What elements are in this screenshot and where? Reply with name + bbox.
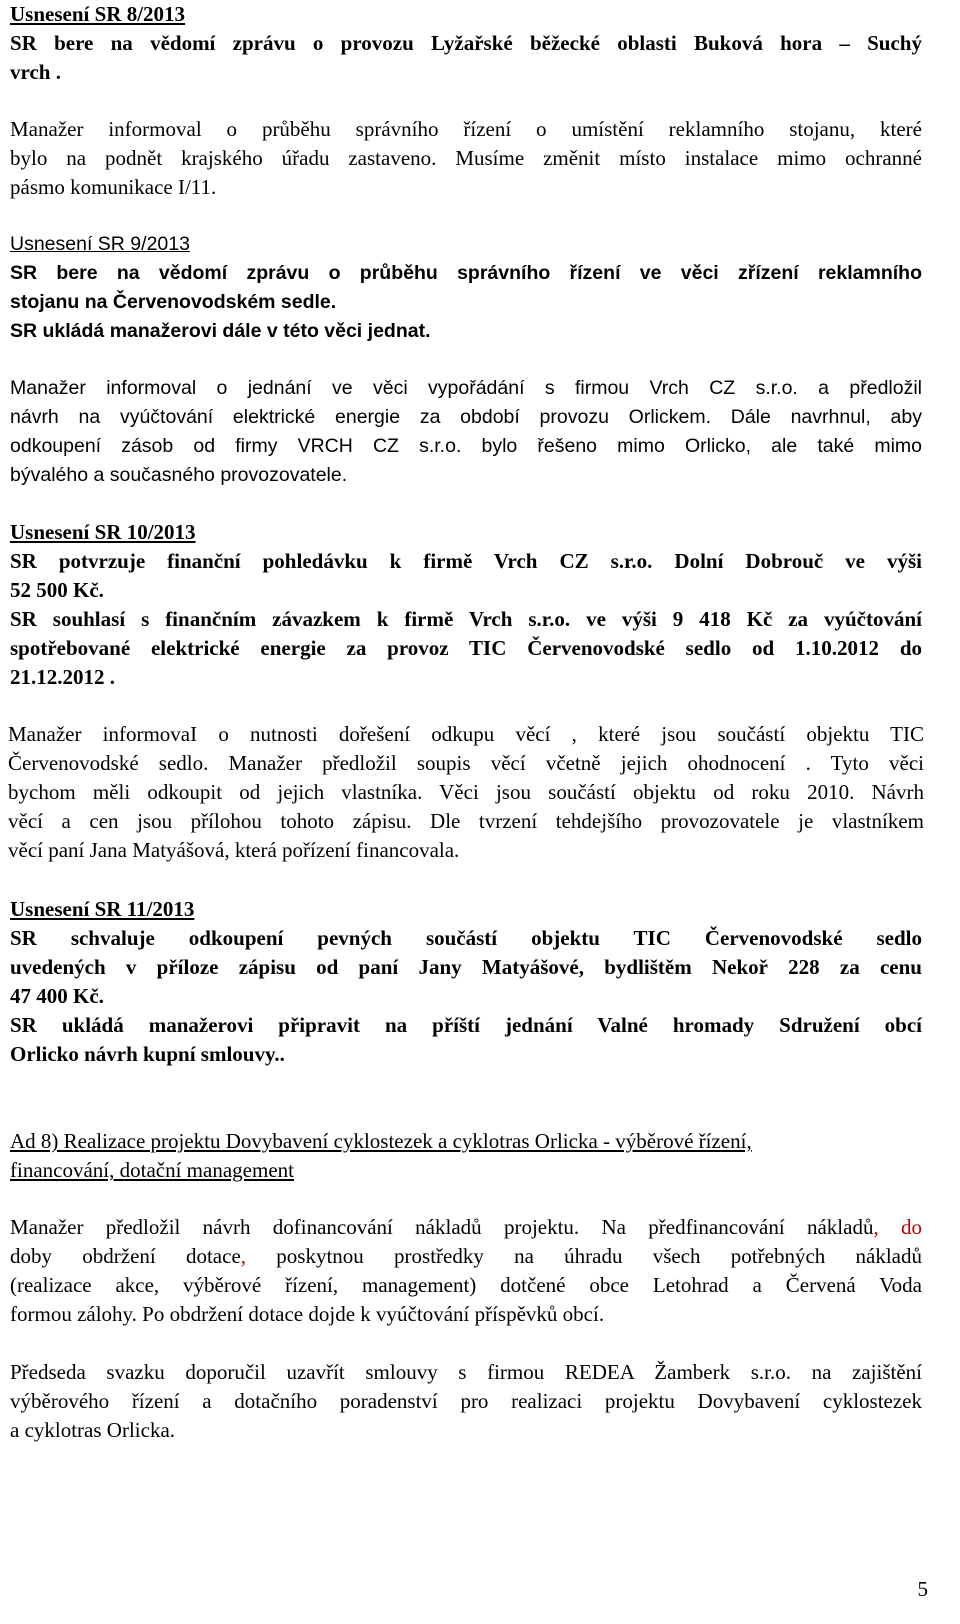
paragraph-reklamni-stojan	[10, 115, 922, 202]
agenda-item-8-line: Ad 8) Realizace projektu Dovybavení cyklostezek a cyklotras Orlicka - výběrové řízení,	[10, 1129, 752, 1153]
paragraph-line: věcí a cen jsou přílohou tohoto zápisu. Dle tvrzení tehdejšího provozovatele je vlastníkem	[8, 809, 924, 833]
paragraph-line: odkoupení zásob od firmy VRCH CZ s.r.o. bylo řešeno mimo Orlicko, ale také mimo	[10, 435, 922, 457]
text-run: Manažer předložil návrh dofinancování nákladů projektu. Na předfinancování nákladů	[10, 1215, 874, 1239]
resolution-11-line: 47 400 Kč.	[10, 984, 104, 1008]
paragraph-vrch-cz	[10, 374, 922, 490]
paragraph-line	[10, 1213, 922, 1242]
resolution-9-line: SR bere na vědomí zprávu o průběhu správního řízení ve věci zřízení reklamního	[10, 262, 922, 284]
paragraph-line: Manažer informoval o průběhu správního řízení o umístění reklamního stojanu, které	[10, 117, 922, 141]
resolution-10	[10, 518, 922, 692]
paragraph-line: formou zálohy. Po obdržení dotace dojde k vyúčtování příspěvků obcí.	[10, 1302, 605, 1326]
paragraph-tic-odkup	[8, 720, 924, 865]
agenda-item-8-heading	[10, 1127, 922, 1185]
paragraph-line: pásmo komunikace I/11.	[10, 175, 217, 199]
paragraph-line: věcí paní Jana Matyášová, která pořízení financovala.	[8, 838, 460, 862]
resolution-8	[10, 0, 922, 87]
resolution-9	[10, 230, 922, 346]
text-run: doby obdržení dotace	[10, 1244, 241, 1268]
paragraph-line: (realizace akce, výběrové řízení, management) dotčené obce Letohrad a Červená Voda	[10, 1273, 922, 1297]
resolution-10-heading: Usnesení SR 10/2013	[10, 520, 196, 544]
paragraph-line: a cyklotras Orlicka.	[10, 1418, 176, 1442]
resolution-11-line: SR ukládá manažerovi připravit na příští jednání Valné hromady Sdružení obcí	[10, 1013, 922, 1037]
resolution-9-heading: Usnesení SR 9/2013	[10, 233, 190, 255]
page-number: 5	[917, 1577, 928, 1601]
paragraph-dofinancovani	[10, 1213, 922, 1329]
resolution-11-heading: Usnesení SR 11/2013	[10, 897, 195, 921]
resolution-8-line: SR bere na vědomí zprávu o provozu Lyžařské běžecké oblasti Buková hora – Suchý	[10, 31, 922, 55]
agenda-item-8-line: financování, dotační management	[10, 1158, 294, 1182]
paragraph-line: Manažer informoval o jednání ve věci vypořádání s firmou Vrch CZ s.r.o. a předložil	[10, 377, 922, 399]
resolution-10-line: 21.12.2012 .	[10, 665, 115, 689]
paragraph-line: výběrového řízení a dotačního poradenství pro realizaci projektu Dovybavení cyklostezek	[10, 1389, 922, 1413]
paragraph-line: bylo na podnět krajského úřadu zastaveno. Musíme změnit místo instalace mimo ochranné	[10, 146, 922, 170]
resolution-11-line: uvedených v příloze zápisu od paní Jany Matyášové, bydlištěm Nekoř 228 za cenu	[10, 955, 922, 979]
resolution-11	[10, 895, 922, 1069]
paragraph-line: Předseda svazku doporučil uzavřít smlouvy s firmou REDEA Žamberk s.r.o. na zajištění	[10, 1360, 922, 1384]
resolution-9-line: stojanu na Červenovodském sedle.	[10, 291, 337, 313]
resolution-9-line: SR ukládá manažerovi dále v této věci jednat.	[10, 320, 431, 342]
resolution-10-line: spotřebované elektrické energie za provoz TIC Červenovodské sedlo od 1.10.2012 do	[10, 636, 922, 660]
resolution-8-heading: Usnesení SR 8/2013	[10, 2, 186, 26]
resolution-10-line: SR souhlasí s finančním závazkem k firmě Vrch s.r.o. ve výši 9 418 Kč za vyúčtování	[10, 607, 922, 631]
resolution-10-line: 52 500 Kč.	[10, 578, 104, 602]
paragraph-line: návrh na vyúčtování elektrické energie za období provozu Orlickem. Dále navrhnul, aby	[10, 406, 922, 428]
text-run-red: , do	[873, 1215, 923, 1239]
text-run-red: ,	[240, 1244, 247, 1268]
resolution-11-line: SR schvaluje odkoupení pevných součástí objektu TIC Červenovodské sedlo	[10, 926, 922, 950]
paragraph-redea	[10, 1358, 922, 1445]
resolution-8-line: vrch .	[10, 60, 61, 84]
paragraph-line: bychom měli odkoupit od jejich vlastníka. Věci jsou součástí objektu od roku 2010. Návrh	[8, 780, 924, 804]
paragraph-line	[10, 1242, 922, 1271]
text-run: poskytnou prostředky na úhradu všech potřebných nákladů	[246, 1244, 922, 1268]
paragraph-line: Červenovodské sedlo. Manažer předložil soupis věcí včetně jejich ohodnocení . Tyto věci	[8, 751, 924, 775]
paragraph-line: Manažer informovaI o nutnosti dořešení odkupu věcí , které jsou součástí objektu TIC	[8, 722, 924, 746]
resolution-11-line: Orlicko návrh kupní smlouvy..	[10, 1042, 285, 1066]
paragraph-line: bývalého a současného provozovatele.	[10, 464, 348, 486]
resolution-10-line: SR potvrzuje finanční pohledávku k firmě Vrch CZ s.r.o. Dolní Dobrouč ve výši	[10, 549, 922, 573]
